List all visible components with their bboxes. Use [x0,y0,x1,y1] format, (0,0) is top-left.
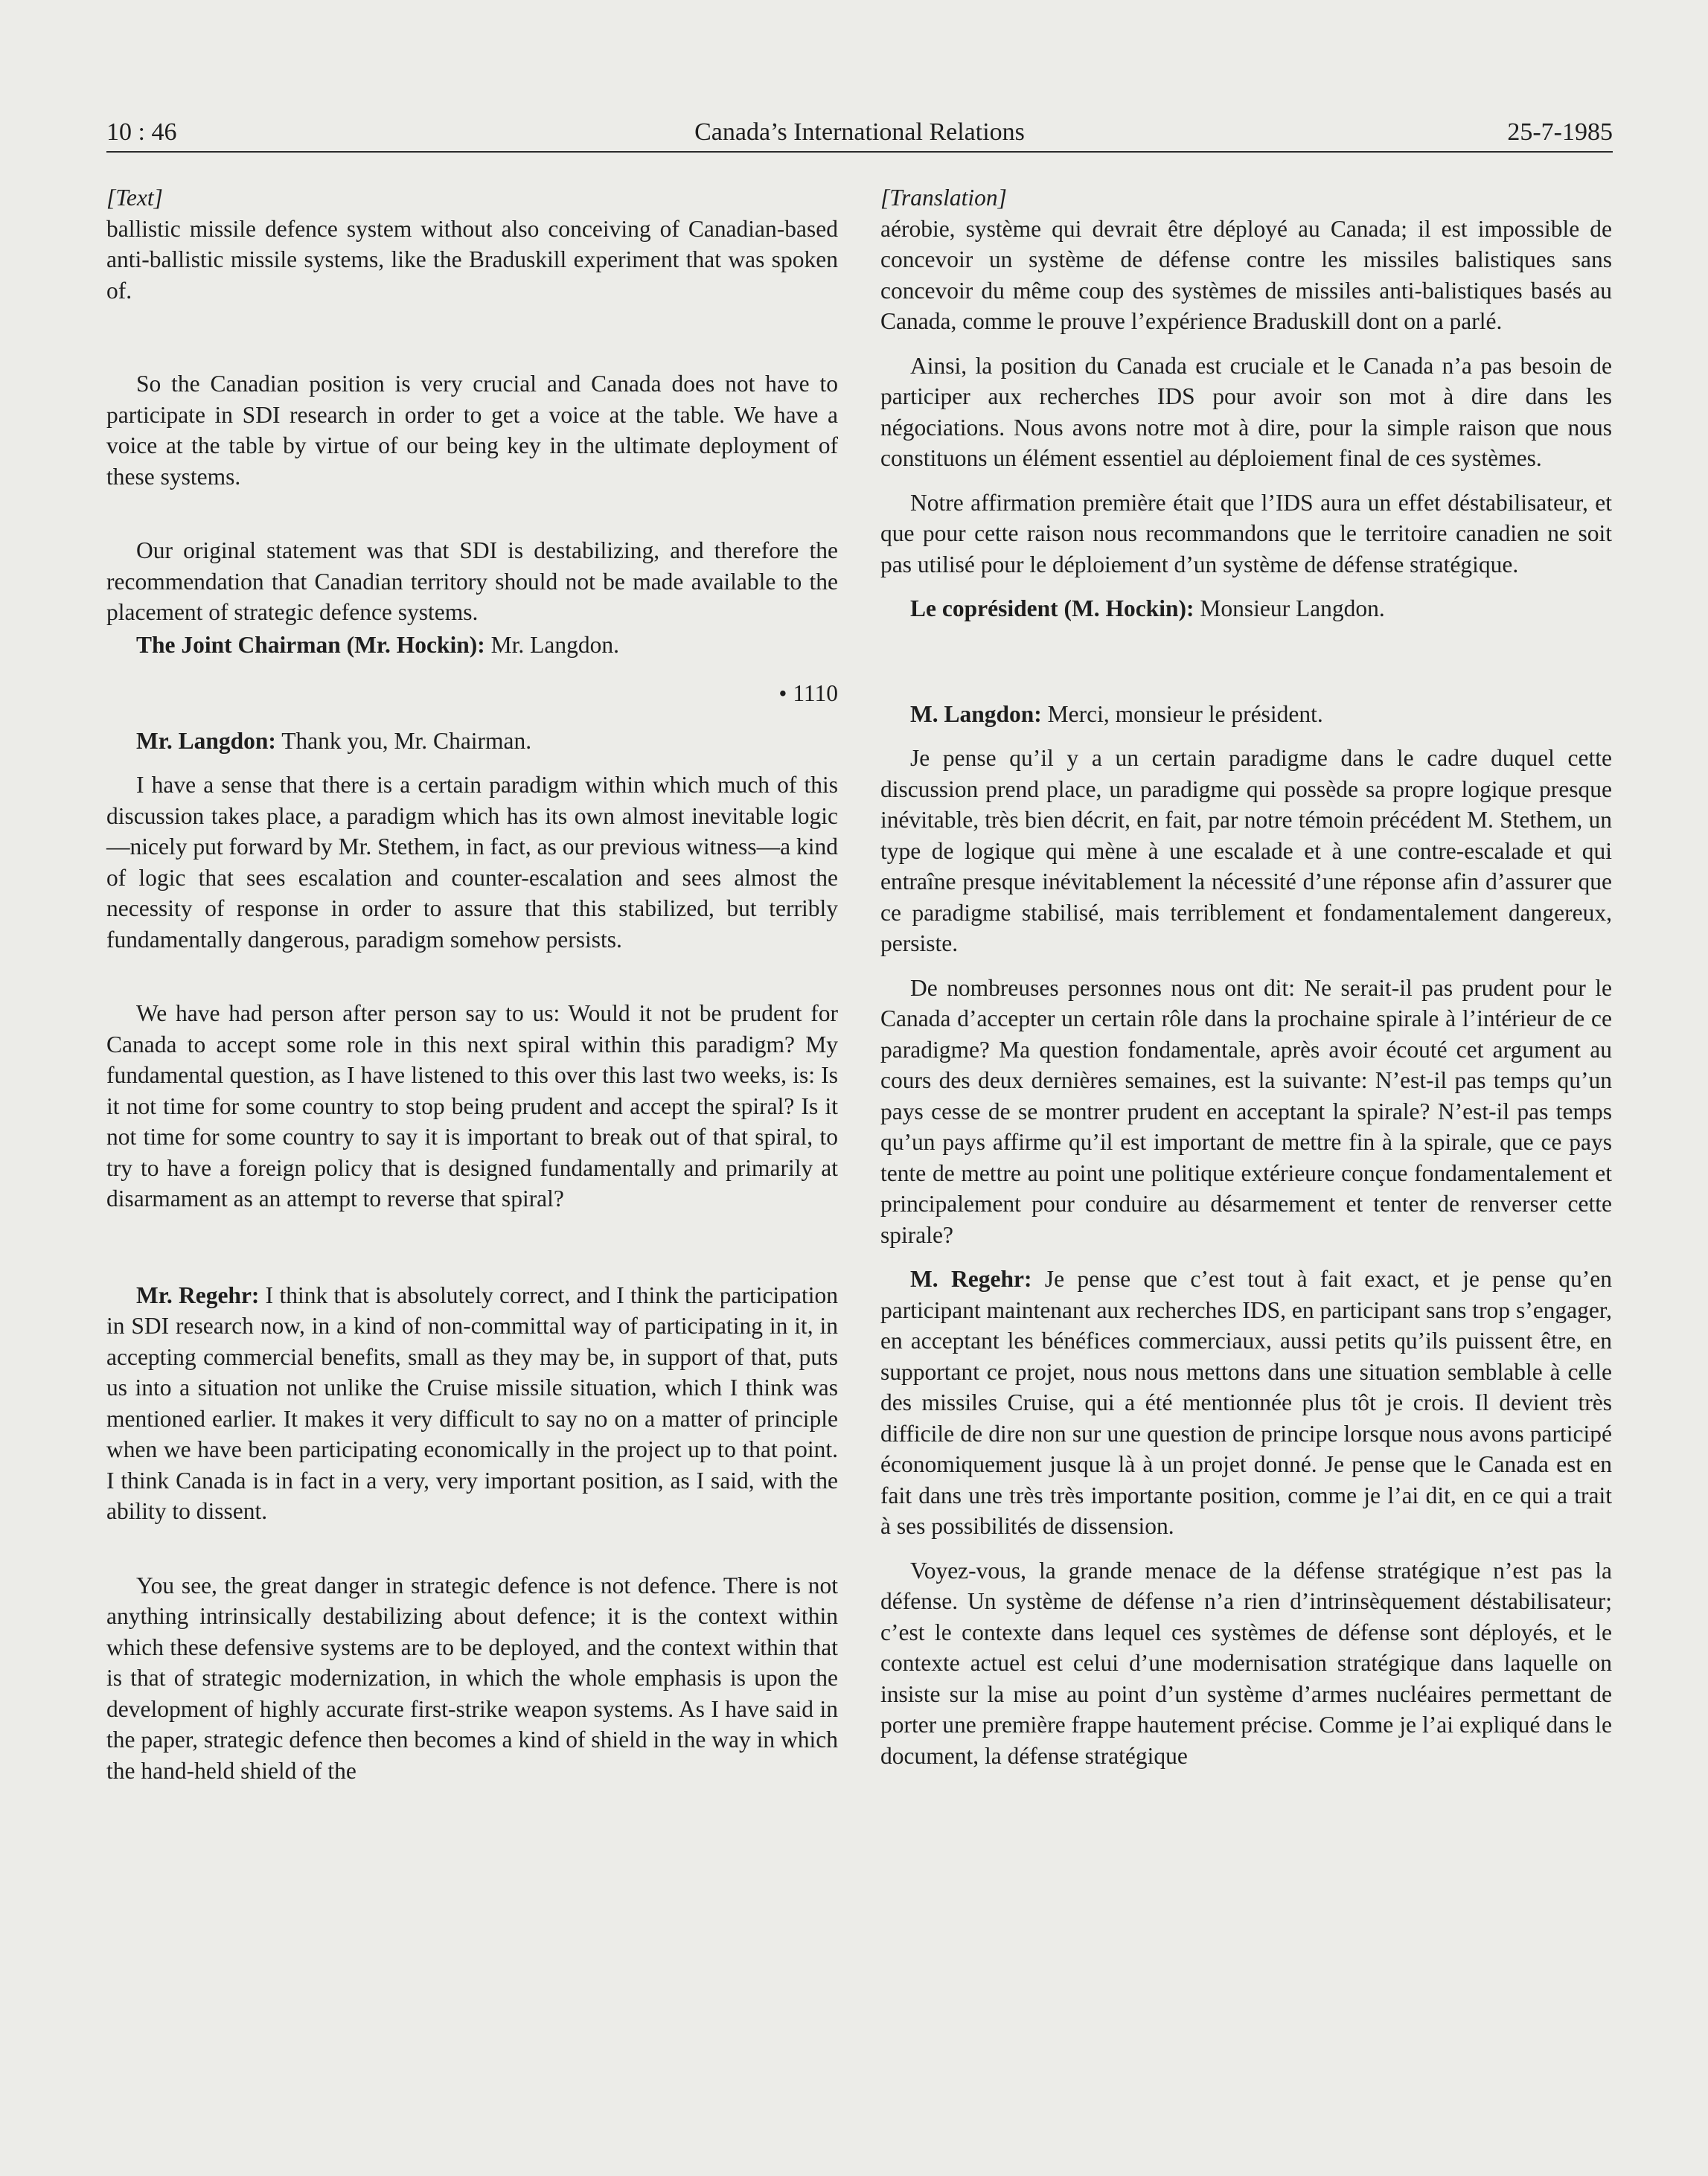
time-marker: • 1110 [778,680,838,706]
speaker-name: Mr. Regehr: [136,1281,260,1308]
speaker-line: M. Regehr: Je pense que c’est tout à fait exact, et je pense qu’en participant maintenant aux recherches IDS, en participant sans trop s’engager, en acceptant les bénéfices commerciaux, aussi petits qu’ils puissent être, en supportant ce projet, nous nous mettons dans une situation semblable à celle des missiles Cruise, qui a été mentionnée plus tôt je crois. Il devient très difficile de dire non sur une question de principe lorsque nous avons participé économiquement jusque là à un projet donné. Je pense que le Canada est en fait dans une très très importante position, comme je l’ai dit, en ce qui a trait à ses possibilités de dissension. [880,1266,1612,1539]
language-label: [Text] [106,185,163,211]
page-number: 10 : 46 [106,118,177,146]
french-column [880,182,1612,1771]
paragraph: Ainsi, la position du Canada est cruciale et le Canada n’a pas besoin de participer aux recherches IDS pour avoir son mot à dire dans les négociations. Nous avons notre mot à dire, pour la simple raison que nous constituons un élément essentiel au déploiement final de ces systèmes. [880,352,1612,471]
english-column [106,182,838,1786]
speaker-name: Le coprésident (M. Hockin): [910,595,1194,621]
speaker-line: M. Langdon: Merci, monsieur le président. [910,700,1323,727]
paragraph: aérobie, système qui devrait être déployé au Canada; il est impossible de concevoir un système de défense contre les missiles balistiques sans concevoir du même coup des systèmes de missiles anti-balistiques basés au Canada, comme le prouve l’expérience Braduskill dont on a parlé. [880,215,1612,334]
paragraph: ballistic missile defence system without also conceiving of Canadian-based anti-ballistic missile systems, like the Braduskill experiment that was spoken of. [106,215,838,304]
paragraph: Notre affirmation première était que l’IDS aura un effet déstabilisateur, et que pour cette raison nous recommandons que le territoire canadien ne soit pas utilisé pour le déploiement d’un système de défense stratégique. [880,489,1612,577]
paragraph: Our original statement was that SDI is destabilizing, and therefore the recommendation that Canadian territory should not be made available to the placement of strategic defence systems. [106,537,838,625]
paragraph: Voyez-vous, la grande menace de la défense stratégique n’est pas la défense. Un système de défense n’a rien d’intrinsèquement déstabilisateur; c’est le contexte dans lequel ces systèmes de défense sont déployés, et le contexte actuel est celui d’une modernisation stratégique dans laquelle on insiste sur la mise au point d’un système d’armes nucléaires permettant de porter une première frappe hautement précise. Comme je l’ai expliqué dans le document, la défense stratégique [880,1557,1612,1769]
running-title: Canada’s International Relations [694,118,1025,146]
header-date: 25-7-1985 [1507,118,1613,146]
paragraph: You see, the great danger in strategic defence is not defence. There is not anything intrinsically destabilizing about defence; it is the context within which these defensive systems are to be deployed, and the context within that is that of strategic modernization, in which the whole emphasis is upon the development of highly accurate first-strike weapon systems. As I have said in the paper, strategic defence then becomes a kind of shield in the way in which the hand-held shield of the [106,1572,838,1784]
speaker-name: The Joint Chairman (Mr. Hockin): [136,631,485,658]
speaker-name: M. Langdon: [910,700,1042,727]
paragraph: We have had person after person say to us: Would it not be prudent for Canada to accept some role in this next spiral within this paradigm? My fundamental question, as I have listened to this over this last two weeks, is: Is it not time for some country to stop being prudent and accept the spiral? Is it not time for some country to say it is important to break out of that spiral, to try to have a foreign policy that is designed fundamentally and primarily at disarmament as an attempt to reverse that spiral? [106,1000,838,1212]
paragraph: I have a sense that there is a certain paradigm within which much of this discussion takes place, a paradigm which has its own almost inevitable logic—nicely put forward by Mr. Stethem, in fact, as our previous witness—a kind of logic that sees escalation and counter-escalation and sees almost the necessity of response in order to assure that this stabilized, but terribly fundamentally dangerous, paradigm somehow persists. [106,772,838,953]
speaker-line: Mr. Langdon: Thank you, Mr. Chairman. [136,727,532,754]
page-header [106,116,1613,153]
speaker-line: Le coprésident (M. Hockin): Monsieur Langdon. [910,595,1385,621]
speaker-name: M. Regehr: [910,1266,1032,1292]
paragraph: De nombreuses personnes nous ont dit: Ne serait-il pas prudent pour le Canada d’accepter un certain rôle dans la prochaine spirale à l’intérieur de ce paradigme? Ma question fondamentale, après avoir écouté cet argument au cours des deux dernières semaines, est la suivante: N’est-il pas temps qu’un pays cesse de se montrer prudent en acceptant la spirale? N’est-il pas temps qu’un pays affirme qu’il est important de mettre fin à la spirale, que ce pays tente de mettre au point une politique extérieure conçue fondamentalement et principalement pour conduire au désarmement et tenter de renverser cette spirale? [880,974,1612,1248]
speaker-line: The Joint Chairman (Mr. Hockin): Mr. Langdon. [136,631,619,658]
paragraph: Je pense qu’il y a un certain paradigme dans le cadre duquel cette discussion prend place, un paradigme qui possède sa propre logique presque inévitable, très bien décrit, en fait, par notre témoin précédent M. Stethem, un type de logique qui mène à une escalade et à une contre-escalade et qui entraîne presque inévitablement la nécessité d’une réponse afin d’assurer que ce paradigme stabilisé, mais terriblement et fondamentalement dangereux, persiste. [880,745,1612,956]
header-rule [106,151,1613,153]
speaker-name: Mr. Langdon: [136,727,276,754]
language-label: [Translation] [880,185,1007,211]
speaker-line: Mr. Regehr: I think that is absolutely correct, and I think the participation in SDI research now, in a kind of non-committal way of participating in it, in accepting commercial benefits, small as they may be, in support of that, puts us into a situation not unlike the Cruise missile situation, which I think was mentioned earlier. It makes it very difficult to say no on a matter of principle when we have been participating economically in the project up to that point. I think Canada is in fact in a very, very important position, as I said, with the ability to dissent. [106,1281,838,1524]
paragraph: So the Canadian position is very crucial and Canada does not have to participate in SDI research in order to get a voice at the table. We have a voice at the table by virtue of our being key in the ultimate deployment of these systems. [106,371,838,490]
